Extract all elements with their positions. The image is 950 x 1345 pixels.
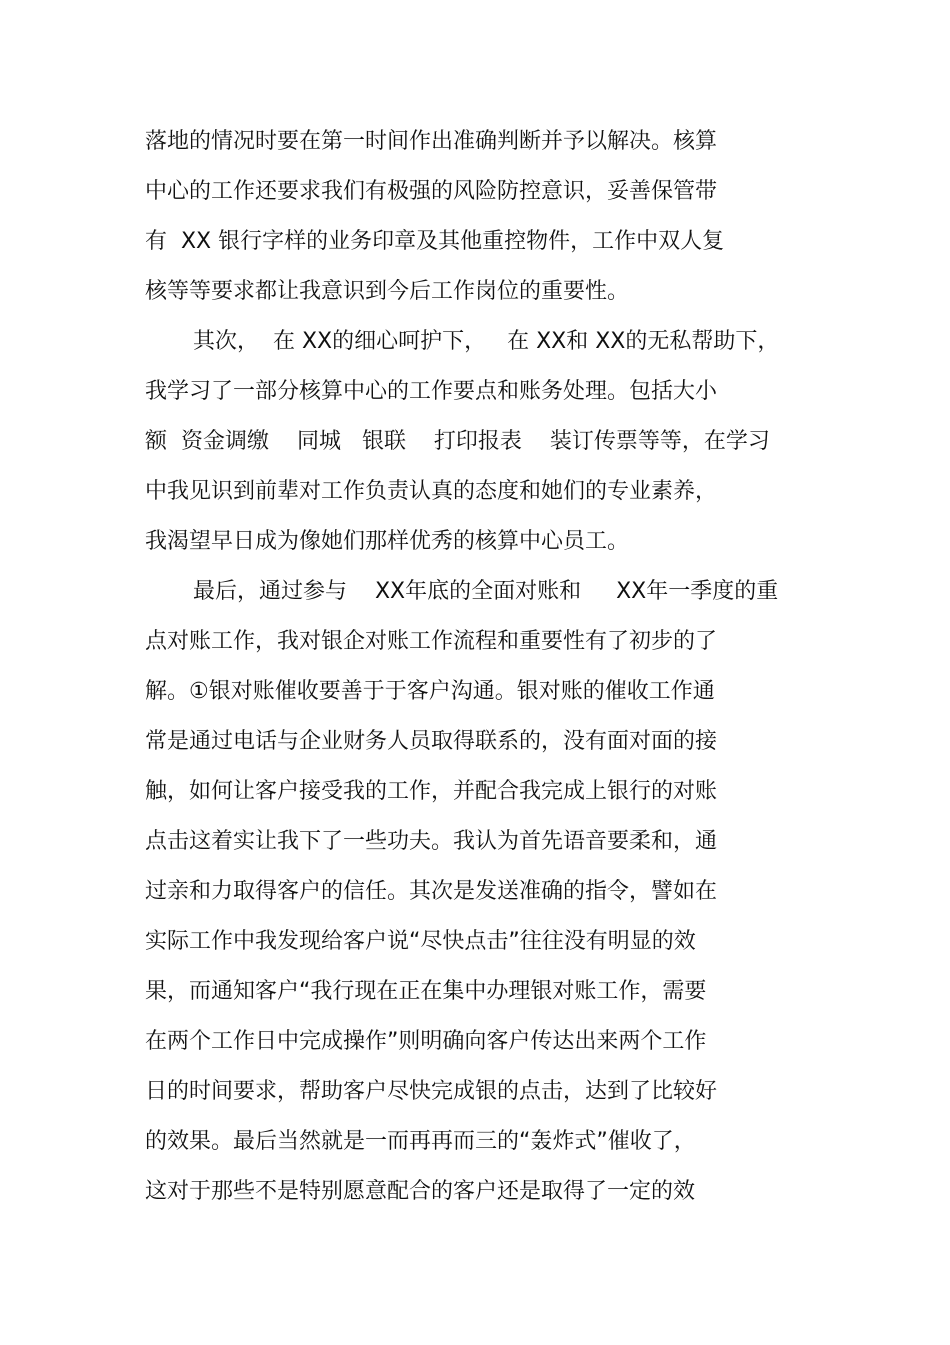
text-line: 点对账工作，我对银企对账工作流程和重要性有了初步的了 xyxy=(145,629,718,654)
text-line: 落地的情况时要在第一时间作出准确判断并予以解决。核算 xyxy=(145,129,718,154)
text-line: 的效果。最后当然就是一而再再而三的“轰炸式”催收了， xyxy=(145,1129,696,1154)
text-line: 这对于那些不是特别愿意配合的客户还是取得了一定的效 xyxy=(145,1179,696,1204)
text-line: 我渴望早日成为像她们那样优秀的核算中心员工。 xyxy=(145,529,630,554)
text-line: 中我见识到前辈对工作负责认真的态度和她们的专业素养， xyxy=(145,479,718,504)
text-line: 实际工作中我发现给客户说“尽快点击”往往没有明显的效 xyxy=(145,929,696,954)
text-line: 中心的工作还要求我们有极强的风险防控意识，妥善保管带 xyxy=(145,179,718,204)
text-line: 果，而通知客户“我行现在正在集中办理银对账工作，需要 xyxy=(145,979,707,1004)
text-line: 在两个工作日中完成操作”则明确向客户传达出来两个工作 xyxy=(145,1029,707,1054)
paragraph-first-line: 其次， 在 XX的细心呵护下， 在 XX和 XX的无私帮助下， xyxy=(193,329,780,354)
text-line: 核等等要求都让我意识到今后工作岗位的重要性。 xyxy=(145,279,630,304)
text-line: 触，如何让客户接受我的工作，并配合我完成上银行的对账 xyxy=(145,779,718,804)
text-line: 日的时间要求，帮助客户尽快完成银的点击，达到了比较好 xyxy=(145,1079,718,1104)
text-line: 过亲和力取得客户的信任。其次是发送准确的指令，譬如在 xyxy=(145,879,718,904)
text-line: 常是通过电话与企业财务人员取得联系的，没有面对面的接 xyxy=(145,729,718,754)
text-line: 我学习了一部分核算中心的工作要点和账务处理。包括大小 xyxy=(145,379,718,404)
text-line: 额 资金调缴 同城 银联 打印报表 装订传票等等，在学习 xyxy=(145,429,770,454)
paragraph-first-line: 最后，通过参与 XX年底的全面对账和 XX年一季度的重 xyxy=(193,579,779,604)
text-line: 点击这着实让我下了一些功夫。我认为首先语音要柔和，通 xyxy=(145,829,718,854)
text-line: 解。①银对账催收要善于于客户沟通。银对账的催收工作通 xyxy=(145,679,715,704)
text-line: 有 XX 银行字样的业务印章及其他重控物件，工作中双人复 xyxy=(145,229,725,254)
